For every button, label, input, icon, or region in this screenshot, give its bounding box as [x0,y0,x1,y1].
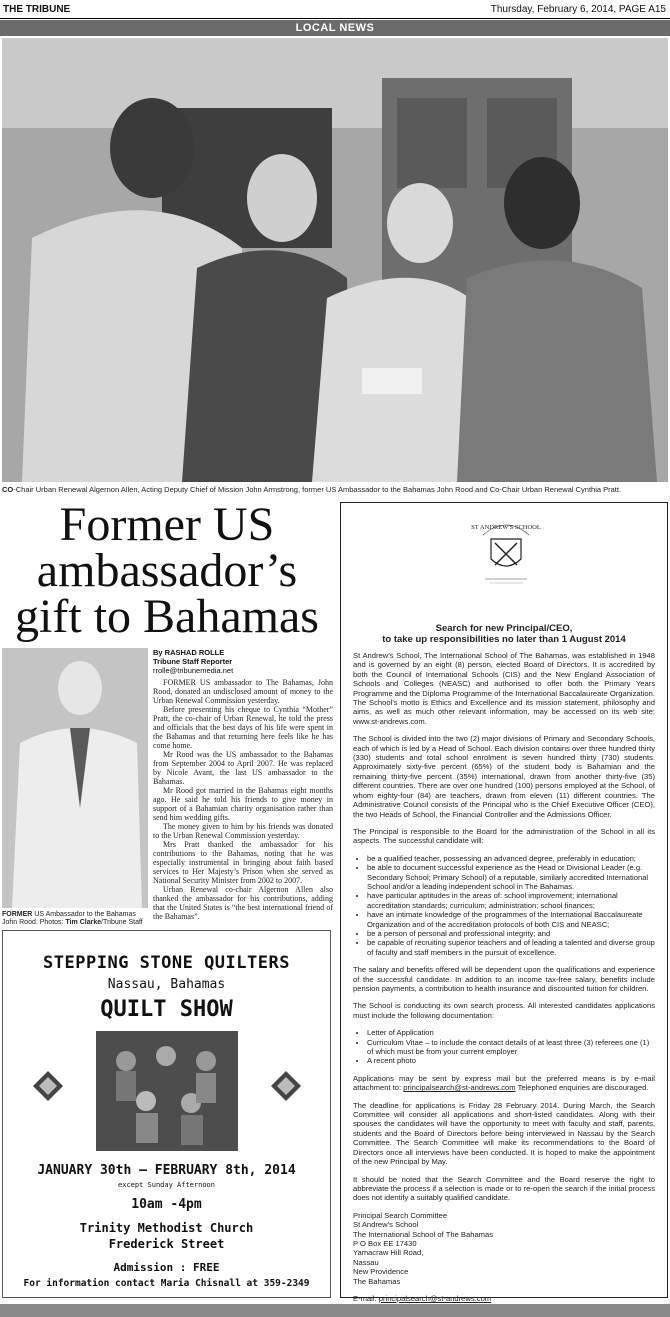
school-crest-icon [469,513,543,589]
portrait-caption-text: US Ambassador to the Bahamas John Rood. Photos: [2,911,136,926]
list-item: • Letter of Application [367,1028,655,1037]
caption-text: -Chair Urban Renewal Algernon Allen, Acting Deputy Chief of Mission John Armstrong, former US Ambassador to the Bahamas John Rood and Co-Chair Urban Renewal Cynthia Pratt. [13,485,622,494]
ad-heading [353,623,655,645]
portrait-caption-lead: FORMER [2,911,33,918]
quilt-diamond-icon [33,1071,63,1101]
article-paragraph: Mr Rood got married in the Bahamas eight months ago. He said he told his friends to give money in support of a Bahamian charity organisation rather than send him wedding gifts. [153,786,333,822]
headline-line-1: Former US [59,498,275,551]
section-banner: LOCAL NEWS [0,20,670,36]
application-text: Applications may be sent by express mail but the preferred means is by e-mail attachment to: [353,1073,655,1093]
ad-paragraph: The Principal is responsible to the Board for the administration of the School in all its aspects. The successful candidate will: [353,826,655,846]
byline-email: rrolle@tribunemedia.net [153,666,234,675]
quilt-ad-street: Frederick Street [108,1237,225,1251]
headline-line-2: ambassador’s [36,544,298,597]
page-footer-bar [0,1304,670,1317]
page-header [0,0,670,19]
address-line: The Bahamas [353,1276,401,1286]
address-line: St Andrew’s School [353,1220,419,1230]
mailing-address [353,1211,655,1286]
contact-email [353,1294,655,1303]
article-paragraph: Urban Renewal co-chair Algernon Allen also thanked the ambassador for his contributions, adding that the United States is “the best international friend of the Bahamas”. [153,885,333,921]
article-paragraph: The money given to him by his friends was donated to the Urban Renewal Commission yesterday. [153,822,333,840]
address-line: Nassau [353,1257,379,1267]
list-item: • Curriculum Vitae – to include the contact details of at least three (3) referees one (1) of which must be from your current employer [367,1038,655,1057]
list-item: • be a qualified teacher, possessing an advanced degree, preferably in education; [367,854,655,863]
ad-paragraph: The salary and benefits offered will be dependent upon the qualifications and experience of the successful candidate. In addition to an income tax-free salary, benefits include pension payments, a contribution to health insurance and discounted tuition for children. [353,965,655,993]
principal-search-ad [340,502,668,1303]
email-label: E-mail: [353,1293,379,1303]
portrait-caption [2,911,148,927]
headline-line-3: gift to Bahamas [15,590,319,643]
quilt-diamond-icon [271,1071,301,1101]
list-item: • be capable of recruiting superior teachers and of leading a talented and diverse group of faculty and staff members in the pursuit of excellence. [367,938,655,957]
byline-role: Tribune Staff Reporter [153,657,233,666]
address-line: P O Box EE 17430 [353,1238,417,1248]
photo-caption [2,485,668,494]
caption-lead: CO [2,485,14,494]
address-line: New Providence [353,1267,409,1277]
quilt-ad-admission: Admission : FREE [113,1261,220,1274]
ad-paragraph: The School is divided into the two (2) major divisions of Primary and Secondary Schools, each of which is led by a Head of School. Each division contains over three hundred thirty (330) students and total school enrolment is seven hundred thirty (730) students. Approximately sixty-five percent (65%) of the student body is Bahamian and the remaining thirty-five percent (35%) international, drawn from another thirty-five (35) different countries. There are over one hundred (100) persons employed at the School, of whom eighty-four (84) are teachers, drawn from eleven (11) different countries. The Administrative Council consists of the Principal who is the Chief Executive Officer (CEO), the two Heads of School, the Financial Controller and the Admissions Officer. [353,734,655,819]
candidate-requirements-list [353,854,655,957]
portrait-credit: Tim Clarke [65,919,102,926]
quilt-show-ad [2,930,331,1298]
main-photo [2,38,668,482]
address-line: Principal Search Committee [353,1210,448,1220]
ad-content [353,623,655,1303]
john-rood-portrait [2,648,148,908]
quilt-ad-event: QUILT SHOW [100,997,233,1022]
list-item: • be a person of personal and professional integrity; and [367,929,655,938]
address-line: Yamacraw Hill Road, [353,1248,424,1258]
ad-paragraph: It should be noted that the Search Committee and the Board reserve the right to abbreviate the process if a selection is made or to re-open the search if the initial process does not identify a suitably qualified candidate. [353,1174,655,1203]
quilt-ad-location: Nassau, Bahamas [107,977,226,992]
ad-paragraph: St Andrew’s School, The International School of The Bahamas, was established in 1948 and is governed by an eight (8) person, elected Board of Directors. It is accredited by both the Council of International Schools (CIS) and the New England Association of Schools and Colleges (NEASC) and authorised to offer both the Primary Years Programme and the Diploma Programme of the International Baccalaureate Organization. The School’s motto is Ethics and Excellence and its mission statement, philosophy and aims, as well as much other relevant information, may be accessed on its web site: www.st-andrews.com. [353,651,655,726]
list-item: • have an intimate knowledge of the programmes of the International Baccalaureate Organization and of the accreditation protocols of both CIS and NEASC; [367,910,655,929]
list-item: • A recent photo [367,1056,655,1065]
article-paragraph: FORMER US ambassador to The Bahamas, John Rood, donated an undisclosed amount of money to the Urban Renewal Commission yesterday. [153,678,333,705]
application-email-link[interactable]: principalsearch@st-andrews.com [403,1083,516,1093]
portrait-credit-org: /Tribune Staff [101,919,143,926]
portrait-photo [2,648,148,908]
crest-name: ST ANDREW'S SCHOOL [471,524,541,531]
article-paragraph: Before presenting his cheque to Cynthia “Mother” Pratt, the co-chair of Urban Renewal, he told the press and officials that the best days of his life were spent in the Bahamas and that returning here feels like he has come home. [153,705,333,750]
byline [153,648,333,675]
list-item: • have particular aptitudes in the areas of: school improvement; international accreditation standards; curriculum; administration; school finances; [367,891,655,910]
application-text-end: Telephoned enquiries are discouraged. [515,1083,649,1093]
ad-heading-line-1: Search for new Principal/CEO, [435,623,573,634]
article-headline [2,498,332,643]
contact-email-link[interactable]: principalsearch@st-andrews.com [378,1293,492,1303]
address-line: The International School of The Bahamas [353,1229,494,1239]
ad-paragraph: The deadline for applications is Friday 28 February 2014. During March, the Search Committee will consider all applications and short-listed candidates. Along with their spouses the candidates will have the opportunity to meet with faculty and staff, parents, students and the Board of Directors before being interviewed in Nassau by the Search Committee. The Search Committee will make its recommendations to the Board of Directors once all interviews have been conducted. It is hoped to make the appointment of the new Principal by May. [353,1100,655,1167]
group-photo-image [2,38,668,482]
quilt-ad-except: except Sunday Afternoon [118,1181,215,1189]
quilt-ad-hours: 10am -4pm [131,1197,202,1212]
ad-paragraph: The School is conducting its own search process. All interested candidates applications must include the following documentation: [353,1001,655,1020]
quilt-ad-venue: Trinity Methodist Church [79,1221,254,1235]
paper-name: THE TRIBUNE [3,4,71,15]
quilt-ad-info: For information contact Maria Chisnall at 359-2349 [23,1278,310,1289]
ad-paragraph [353,1074,655,1093]
quilt-image [96,1031,238,1151]
quilt-picture [96,1031,238,1151]
ad-heading-line-2: to take up responsibilities no later than 1 August 2014 [382,634,626,645]
article-paragraph: Mr Rood was the US ambassador to the Bahamas from September 2004 to April 2007. He was replaced by Nicole Avant, the last US ambassador to the Bahamas. [153,750,333,786]
article-paragraph: Mrs Pratt thanked the ambassador for his contributions to the Bahamas, noting that he was especially instrumental in bringing about faith based services to Her Majesty’s Prison when she served as National Security Minister from 2002 to 2007. [153,840,333,885]
byline-name: By RASHAD ROLLE [153,648,225,657]
quilt-ad-title: STEPPING STONE QUILTERS [43,953,290,973]
quilt-ad-dates: JANUARY 30th – FEBRUARY 8th, 2014 [37,1163,296,1178]
article-body [153,678,333,921]
list-item: • be able to document successful experience as the Head or Divisional Leader (e.g. Secondary School; Primary School) of a reputable, similarly accredited International School and/or a leading independent school in The Bahamas. [367,863,655,891]
documentation-list [353,1028,655,1066]
dateline: Thursday, February 6, 2014, PAGE A15 [490,4,666,15]
